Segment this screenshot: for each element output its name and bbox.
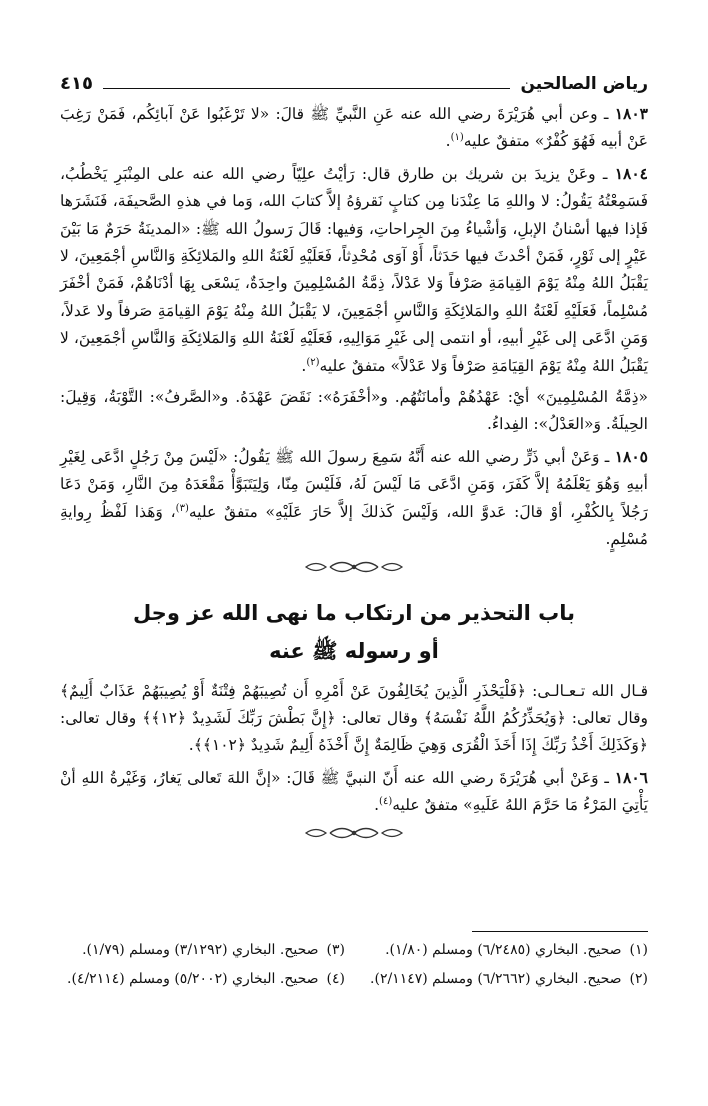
ornament-divider (60, 824, 648, 842)
footnote-ref: (٢) (306, 356, 320, 368)
gloss-1804: «ذِمَّةُ المُسْلِمِينَ» أيْ: عَهْدُهُمْ وأمانَتُهُم. و«أخْفَرَهُ»: نَقَضَ عَهْدَهُ. و«الصَّرفُ»: التَّوْبَةُ، وَقِيلَ: الحِيلَةُ. وَ«العَدْلُ»: الفِداءُ. (60, 388, 648, 434)
footnote-4 (60, 967, 345, 992)
hadith-number: ١٨٠٣ (614, 104, 648, 123)
hadith-end: . (301, 356, 307, 375)
footnote-1 (363, 938, 648, 963)
hadith-number: ١٨٠٥ (614, 446, 648, 466)
ornament-divider (60, 558, 648, 576)
hadith-end: . (445, 132, 451, 151)
hadith-1806 (60, 764, 648, 820)
hadith-1805 (60, 443, 648, 554)
footnote-number: (٢) (629, 971, 648, 987)
hadith-number: ١٨٠٤ (614, 163, 648, 183)
footnote-text: صحيح. البخاري (٥/٢٠٠٢) ومسلم (٤/٢١١٤). (67, 971, 319, 987)
chapter-title-line-2: أو رسوله ﷺ عنه (269, 638, 439, 663)
hadith-1803 (60, 100, 648, 156)
hadith-text: ـ وعن أبي هُرَيْرَةَ رضي الله عنه عَنِ النَّبيِّ ﷺ قالَ: «لا تَرْغَبُوا عَنْ آبائِكُم، فَمَنْ رَغِبَ عَنْ أبيه فَهُوَ كُفْرٌ» متفقٌ عليه (60, 105, 648, 151)
footnote-text: صحيح. البخاري (٣/١٢٩٢) ومسلم (١/٧٩). (82, 942, 319, 958)
footnote-2 (363, 967, 648, 992)
footnote-3 (60, 938, 345, 963)
chapter-title-line-1: باب التحذير من ارتكاب ما نهى الله عز وجل (132, 600, 576, 625)
footnote-ref: (٣) (175, 502, 189, 514)
quran-verses: قـال الله تـعـالـى: ﴿فَلْيَحْذَرِ الَّذِينَ يُخَالِفُونَ عَنْ أَمْرِهِ أَن تُصِيبَهُمْ فِتْنَةٌ أَوْ يُصِيبَهُمْ عَذَابٌ أَلِيمٌ﴾ وقال تعالى: ﴿وَيُحَذِّرُكُمُ اللَّهُ نَفْسَهُ﴾ وقال تعالى: ﴿إِنَّ بَطْشَ رَبِّكَ لَشَدِيدٌ ﴿١٢﴾﴾ وقال تعالى: ﴿وَكَذَلِكَ أَخْذُ رَبِّكَ إِذَا أَخَذَ الْقُرَى وَهِيَ ظَالِمَةٌ إِنَّ أَخْذَهُ أَلِيمٌ شَدِيدٌ ﴿١٠٢﴾﴾. (60, 681, 649, 755)
hadith-text: ـ وعَنْ يزيدَ بن شريك بن طارق قال: رَأيْتُ علِيّاً رضي الله عنه على المِنْبَرِ يَخْطُبُ، فَسَمِعْتُهُ يَقُولُ: لا واللهِ مَا عِنْدَنا مِن كتابٍ نَقرؤهُ إلاَّ كتابَ الله، وَما في هذهِ الصَّحيفَة، فَنَشَرَها فَإذا فيها أسْنانُ الإبلِ، وَأشْياءُ مِنَ الجِراحاتِ، وَفيها: قَالَ رَسولُ الله ﷺ: «المدينَةُ حَرَمٌ مَا بَيْنَ عَيْرٍ إلى ثَوْرٍ، فَمَنْ أحْدثَ فيها حَدَثاً، أَوْ آوَى مُحْدِثاً، فَعَلَيْهِ لَعْنَةُ اللهِ والمَلائِكَةِ وَالنَّاسِ أجْمَعِينَ، لا يَقْبَلُ اللهُ مِنْهُ يَوْمَ القِيامَةِ صَرْفاً وَلا عَدْلاً، ذِمَّةُ المُسْلِمِينَ واحِدَةٌ، يَسْعَى بِهَا أدْنَاهُمْ، فَمَنْ أخْفَرَ مُسْلِماً، فَعَلَيْهِ لَعْنَةُ اللهِ والمَلائِكَةِ وَالنَّاسِ أجْمَعِينَ، لا يَقْبَلُ اللهُ مِنْهُ يَوْمَ القِيامَةِ صَرفاً ولا عَدلاً، وَمَنِ ادَّعَى إلى غَيْرِ أبيهِ، أو انتمى إلى غَيْرِ مَوَالِيهِ، فَعَلَيْهِ لَعْنَةُ اللهِ وَالمَلائِكَةِ وَالنَّاسِ أجْمَعِينَ، لا يَقْبَلُ اللهُ مِنْهُ يَوْمَ القِيَامَةِ صَرْفاً وَلا عَدْلاً» متفقٌ عليه (60, 164, 648, 375)
running-title: رياض الصالحين (520, 74, 648, 94)
footnote-text: صحيح. البخاري (٦/٢٦٦٢) ومسلم (٢/١١٤٧). (370, 971, 622, 987)
page-header (60, 68, 648, 94)
ornament-icon (302, 824, 406, 842)
hadith-number: ١٨٠٦ (614, 767, 648, 787)
hadith-tail: ، وَهَذا لَفْظُ رِوايةِ مُسْلِمٍ. (60, 502, 648, 549)
hadith-text: ـ وَعَنْ أبي ذَرٍّ رضي الله عنه أَنَّهُ سَمِعَ رسولَ الله ﷺ يَقُولُ: «لَيْسَ مِنْ رَجُلٍ ادَّعَى لِغَيْرِ أبيهِ وَهُوَ يَعْلَمُهُ إلاَّ كَفَرَ، وَمَنِ ادَّعَى مَا لَيْسَ لَهُ، فَلَيْسَ مِنّا، وَلِيَتَبَوَّأْ مَقْعَدَهُ مِنَ النَّارِ، وَمَنْ دَعَا رَجُلاً بِالكُفْرِ، أوْ قالَ: عَدوَّ الله، وَلَيْسَ كَذلكَ إلاَّ حَارَ عَلَيْهِ» متفقٌ عليه (60, 447, 648, 521)
footnotes (60, 938, 648, 992)
footnote-text: صحيح. البخاري (٦/٢٤٨٥) ومسلم (١/٨٠). (385, 942, 622, 958)
footnote-number: (١) (629, 942, 648, 958)
ornament-icon (302, 558, 406, 576)
footnote-number: (٣) (326, 942, 345, 958)
hadith-1804 (60, 160, 648, 380)
page-number: ٤١٥ (60, 73, 93, 94)
header-rule (103, 88, 510, 89)
footnote-number: (٤) (326, 971, 345, 987)
hadith-end: . (374, 796, 380, 815)
footnote-rule (472, 931, 648, 932)
footnote-ref: (١) (450, 132, 464, 144)
page-body (60, 100, 648, 856)
footnote-ref: (٤) (379, 795, 393, 807)
hadith-text: ـ وَعَنْ أبي هُرَيْرَةَ رضي الله عنه أَنّ النبيَّ ﷺ قَالَ: «إنَّ اللهَ تَعالى يَغارُ، وَغَيْرةُ اللهِ أنْ يَأْتِيَ المَرْءُ مَا حَرَّمَ اللهُ عَلَيهِ» متفقٌ عليه (60, 768, 648, 815)
